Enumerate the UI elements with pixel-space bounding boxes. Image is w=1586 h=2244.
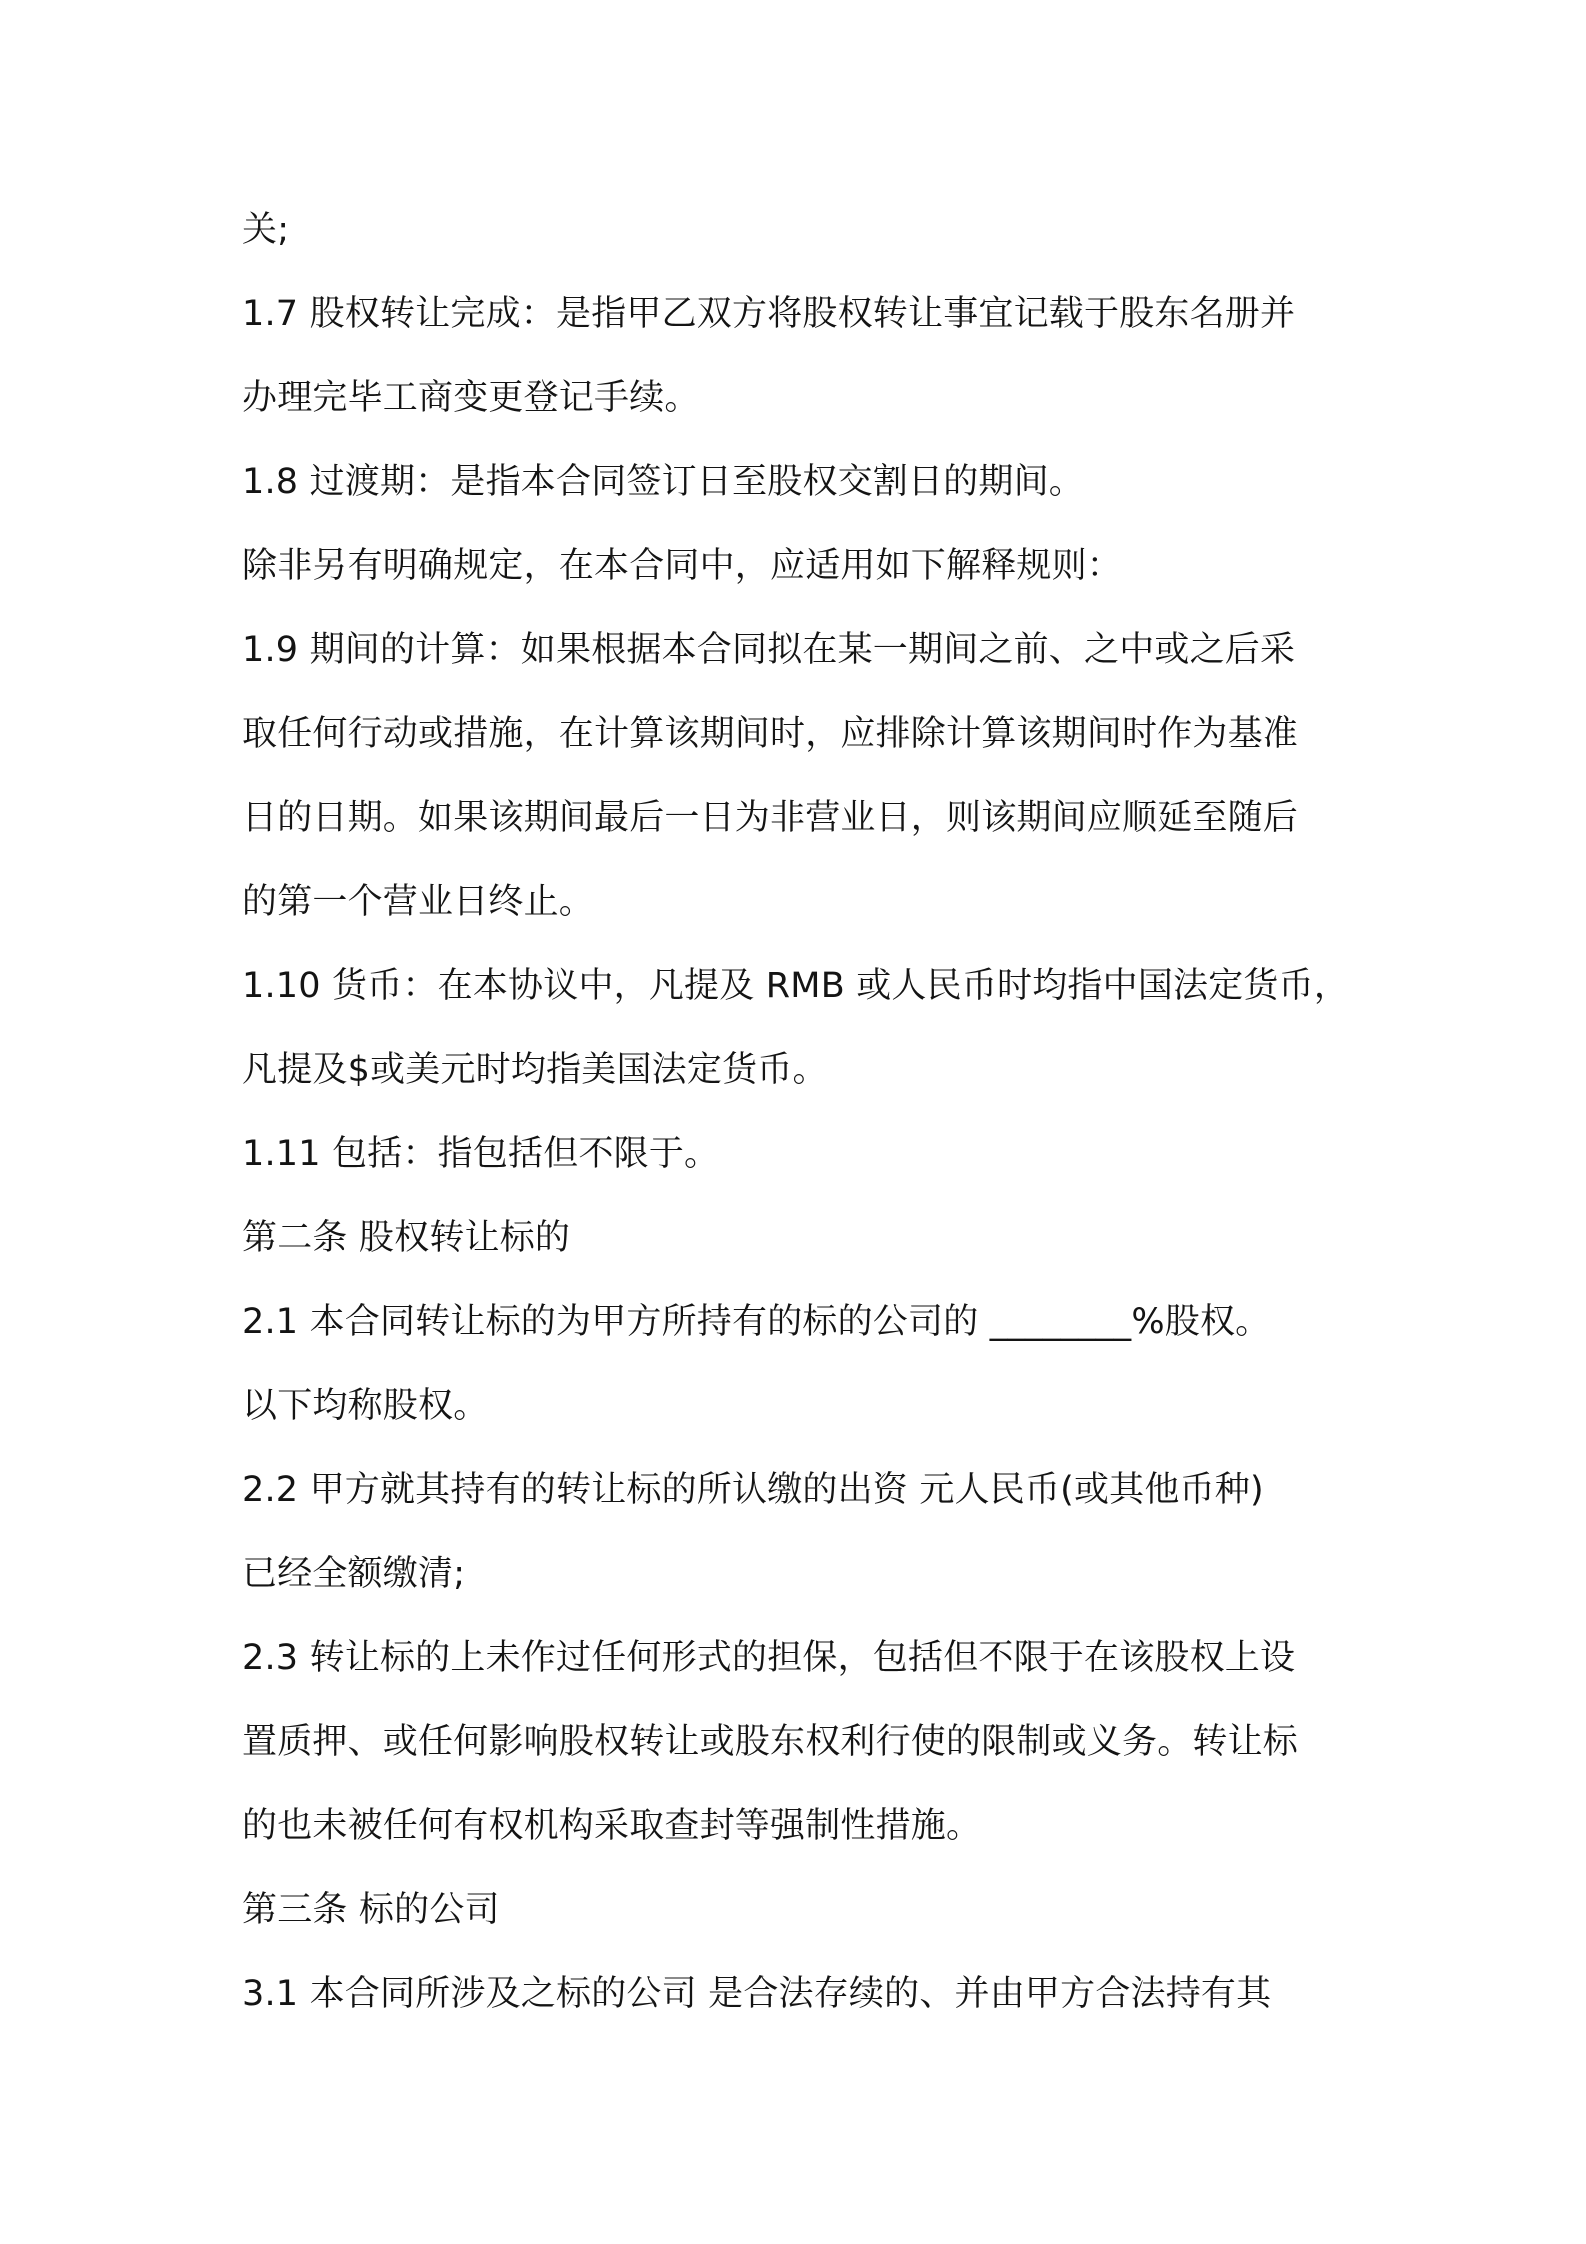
clause-2-1-line-2: 以下均称股权。 xyxy=(242,1386,489,1426)
clause-2-3-line-2: 置质押、或任何影响股权转让或股东权利行使的限制或义务。转让标 xyxy=(242,1722,1299,1762)
clause-1-7-line-1: 1.7 股权转让完成：是指甲乙双方将股权转让事宜记载于股东名册并 xyxy=(242,294,1296,334)
clause-1-9-line-3: 日的日期。如果该期间最后一日为非营业日，则该期间应顺延至随后 xyxy=(242,798,1299,838)
article-2-heading: 第二条 股权转让标的 xyxy=(242,1218,571,1258)
clause-1-7-line-2: 办理完毕工商变更登记手续。 xyxy=(242,378,700,418)
interpretation-intro: 除非另有明确规定，在本合同中，应适用如下解释规则： xyxy=(242,546,1123,586)
article-3-heading: 第三条 标的公司 xyxy=(242,1890,500,1930)
clause-1-9-line-2: 取任何行动或措施，在计算该期间时，应排除计算该期间时作为基准 xyxy=(242,714,1299,754)
clause-3-1-line-1: 3.1 本合同所涉及之标的公司 是合法存续的、并由甲方合法持有其 xyxy=(242,1974,1272,2014)
clause-1-8: 1.8 过渡期：是指本合同签订日至股权交割日的期间。 xyxy=(242,462,1084,502)
clause-2-2-line-1: 2.2 甲方就其持有的转让标的所认缴的出资 元人民币(或其他币种) xyxy=(242,1470,1264,1510)
clause-1-10-line-2: 凡提及$或美元时均指美国法定货币。 xyxy=(242,1050,828,1090)
text-line-continuation: 关; xyxy=(242,210,290,250)
clause-2-1-line-1: 2.1 本合同转让标的为甲方所持有的标的公司的 ________%股权。 xyxy=(242,1302,1271,1342)
clause-1-9-line-1: 1.9 期间的计算：如果根据本合同拟在某一期间之前、之中或之后采 xyxy=(242,630,1296,670)
clause-1-9-line-4: 的第一个营业日终止。 xyxy=(242,882,595,922)
clause-1-11: 1.11 包括：指包括但不限于。 xyxy=(242,1134,720,1174)
clause-2-3-line-3: 的也未被任何有权机构采取查封等强制性措施。 xyxy=(242,1806,982,1846)
clause-2-3-line-1: 2.3 转让标的上未作过任何形式的担保，包括但不限于在该股权上设 xyxy=(242,1638,1296,1678)
clause-2-2-line-2: 已经全额缴清; xyxy=(242,1554,466,1594)
clause-1-10-line-1: 1.10 货币：在本协议中，凡提及 RMB 或人民币时均指中国法定货币， xyxy=(242,966,1350,1006)
